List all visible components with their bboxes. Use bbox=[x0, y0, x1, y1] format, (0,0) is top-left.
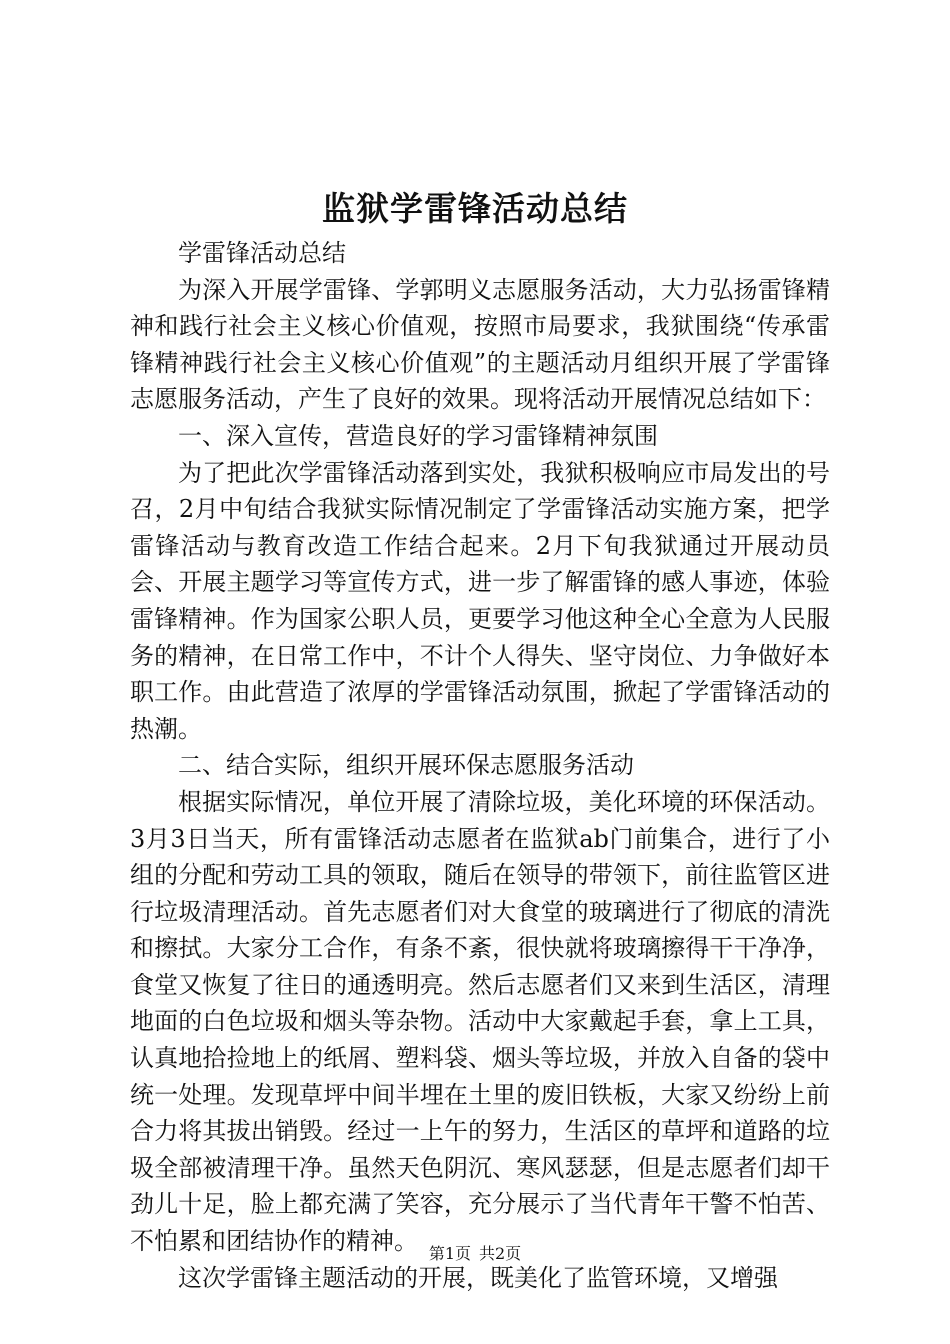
section-heading-2: 二、结合实际，组织开展环保志愿服务活动 bbox=[178, 751, 634, 780]
page-number: 第1页 bbox=[428, 1244, 471, 1263]
paragraph-conclusion: 这次学雷锋主题活动的开展，既美化了监管环境，又增强 bbox=[178, 1263, 778, 1292]
page-footer bbox=[0, 1242, 950, 1266]
section-heading-1: 一、深入宣传，营造良好的学习雷锋精神氛围 bbox=[178, 421, 658, 450]
paragraph-section-1: 为了把此次学雷锋活动落到实处，我狱积极响应市局发出的号召，2月中旬结合我狱实际情况制定了学雷锋活动实施方案，把学雷锋活动与教育改造工作结合起来。2月下旬我狱通过开展动员会、开展主题学习等宣传方式，进一步了解雷锋的感人事迹，体验雷锋精神。作为国家公职人员，更要学习他这种全心全意为人民服务的精神，在日常工作中，不计个人得失、坚守岗位、力争做好本职工作。由此营造了浓厚的学雷锋活动氛围，掀起了学雷锋活动的热潮。 bbox=[130, 458, 830, 743]
document-body bbox=[130, 235, 830, 1296]
paragraph-section-2: 根据实际情况，单位开展了清除垃圾，美化环境的环保活动。3月3日当天，所有雷锋活动志愿者在监狱ab门前集合，进行了小组的分配和劳动工具的领取，随后在领导的带领下，前往监管区进行垃圾清理活动。首先志愿者们对大食堂的玻璃进行了彻底的清洗和擦拭。大家分工合作，有条不紊，很快就将玻璃擦得干干净净，食堂又恢复了往日的通透明亮。然后志愿者们又来到生活区，清理地面的白色垃圾和烟头等杂物。活动中大家戴起手套，拿上工具，认真地拾捡地上的纸屑、塑料袋、烟头等垃圾，并放入自备的袋中统一处理。发现草坪中间半埋在土里的废旧铁板，大家又纷纷上前合力将其拔出销毁。经过一上午的努力，生活区的草坪和道路的垃圾全部被清理干净。虽然天色阴沉、寒风瑟瑟，但是志愿者们却干劲儿十足，脸上都充满了笑容，充分展示了当代青年干警不怕苦、不怕累和团结协作的精神。 bbox=[130, 787, 830, 1256]
paragraph-intro: 为深入开展学雷锋、学郭明义志愿服务活动，大力弘扬雷锋精神和践行社会主义核心价值观，按照市局要求，我狱围绕“传承雷锋精神践行社会主义核心价值观”的主题活动月组织开展了学雷锋志愿服务活动，产生了良好的效果。现将活动开展情况总结如下： bbox=[130, 275, 830, 414]
page-total: 共2页 bbox=[479, 1244, 522, 1263]
document-title: 监狱学雷锋活动总结 bbox=[322, 189, 628, 228]
paragraph-subtitle: 学雷锋活动总结 bbox=[178, 239, 346, 267]
